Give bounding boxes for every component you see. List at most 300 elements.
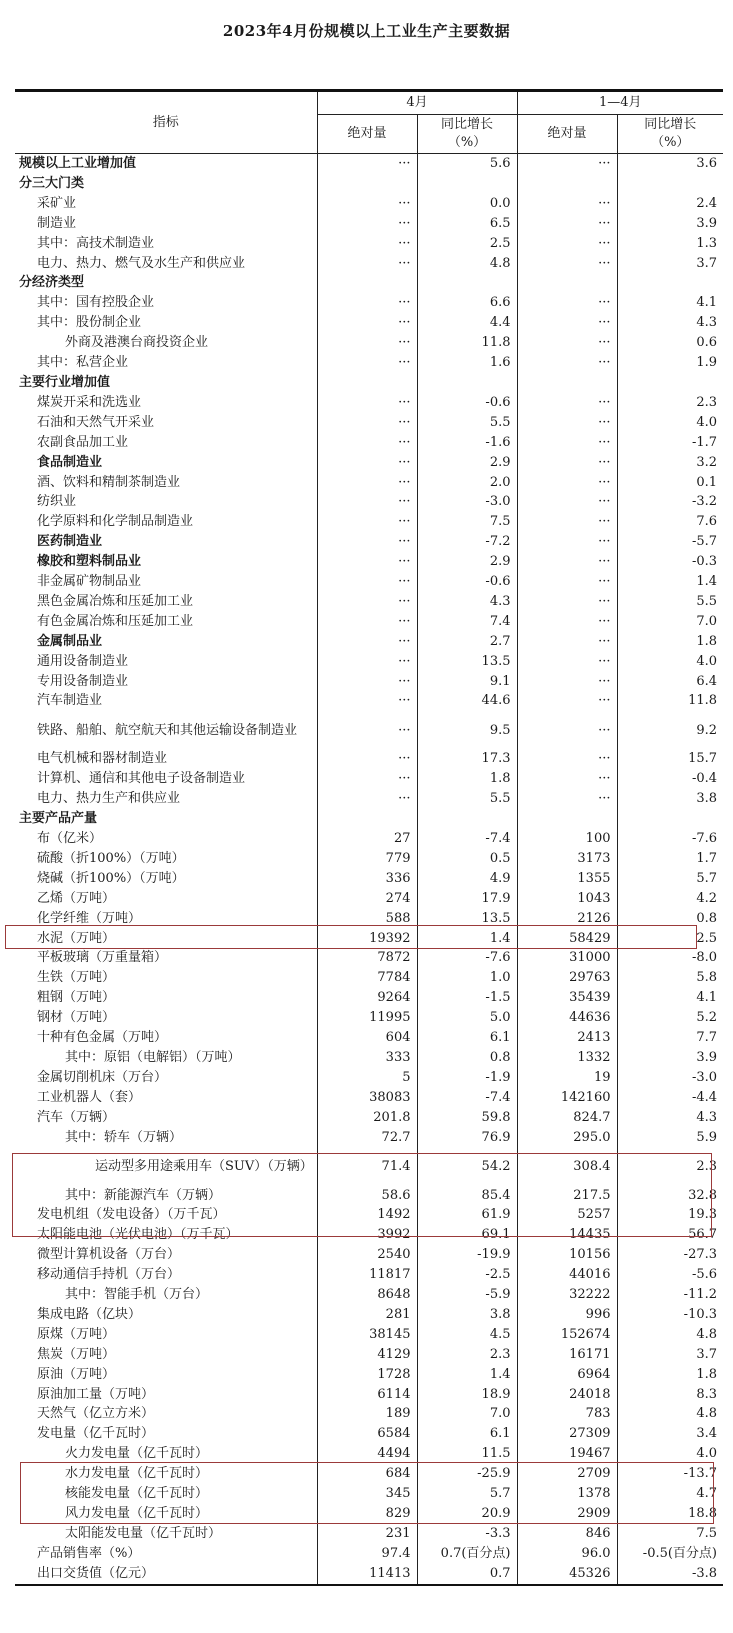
indicator-cell: 汽车（万辆） [37, 1109, 116, 1125]
april-growth-cell: 4.9 [417, 869, 517, 889]
jan-apr-growth-cell: 5.7 [617, 869, 723, 889]
indicator-cell: 主要行业增加值 [19, 374, 111, 390]
april-growth-cell: -1.5 [417, 988, 517, 1008]
indicator-cell: 电力、热力、燃气及水生产和供应业 [37, 255, 246, 271]
april-growth-cell: -1.9 [417, 1068, 517, 1088]
indicator-cell: 微型计算机设备（万台） [37, 1247, 181, 1263]
jan-apr-growth-cell: -5.7 [617, 532, 723, 552]
indicator-cell: 计算机、通信和其他电子设备制造业 [37, 771, 246, 787]
jan-apr-absolute-cell: 2126 [517, 909, 617, 929]
april-absolute-cell: 72.7 [317, 1128, 417, 1148]
april-growth-cell: -5.9 [417, 1285, 517, 1305]
indicator-cell: 电气机械和器材制造业 [37, 751, 168, 767]
jan-apr-absolute-cell: 217.5 [517, 1186, 617, 1206]
april-absolute-cell: ··· [317, 789, 417, 809]
jan-apr-growth-cell: 4.3 [617, 1108, 723, 1128]
jan-apr-growth-cell: 1.3 [617, 234, 723, 254]
table-row [15, 691, 723, 711]
table-row [15, 789, 723, 809]
april-growth-cell: 13.5 [417, 652, 517, 672]
april-growth-cell: 7.4 [417, 612, 517, 632]
table-row [15, 293, 723, 313]
april-growth-cell: -3.3 [417, 1524, 517, 1544]
table-row [15, 313, 723, 333]
april-absolute-cell: 11995 [317, 1008, 417, 1028]
indicator-cell: 硫酸（折100%）（万吨） [37, 850, 185, 866]
april-absolute-cell: 8648 [317, 1285, 417, 1305]
april-growth-cell: 1.6 [417, 353, 517, 373]
april-absolute-cell: ··· [317, 433, 417, 453]
jan-apr-growth-cell: 7.0 [617, 612, 723, 632]
jan-apr-absolute-cell: 996 [517, 1305, 617, 1325]
jan-apr-growth-cell: 5.9 [617, 1128, 723, 1148]
april-growth-cell: 0.5 [417, 849, 517, 869]
april-growth-cell: 1.8 [417, 769, 517, 789]
april-absolute-cell: ··· [317, 572, 417, 592]
jan-apr-absolute-cell: 152674 [517, 1325, 617, 1345]
jan-apr-growth-cell: 5.5 [617, 592, 723, 612]
indicator-cell: 太阳能电池（光伏电池）（万千瓦） [37, 1227, 239, 1243]
april-growth-cell: -25.9 [417, 1464, 517, 1484]
april-absolute-cell: 27 [317, 829, 417, 849]
jan-apr-absolute-cell: ··· [517, 393, 617, 413]
indicator-cell: 其中：股份制企业 [37, 315, 142, 331]
jan-apr-absolute-cell: 2709 [517, 1464, 617, 1484]
jan-apr-group-header: 1—4月 [517, 91, 723, 115]
april-growth-cell: 6.1 [417, 1028, 517, 1048]
jan-apr-growth-cell: -0.4 [617, 769, 723, 789]
april-growth-cell: 54.2 [417, 1148, 517, 1186]
jan-apr-absolute-cell: ··· [517, 492, 617, 512]
jan-apr-growth-cell: 7.5 [617, 1524, 723, 1544]
april-absolute-cell: ··· [317, 154, 417, 174]
jan-apr-absolute-cell: ··· [517, 254, 617, 274]
table-row [15, 968, 723, 988]
jan-apr-growth-cell: -5.6 [617, 1265, 723, 1285]
april-growth-cell: 85.4 [417, 1186, 517, 1206]
jan-apr-absolute-cell [517, 373, 617, 393]
april-absolute-cell: 71.4 [317, 1148, 417, 1186]
table-row [15, 1504, 723, 1524]
table-row [15, 393, 723, 413]
april-absolute-cell: ··· [317, 353, 417, 373]
jan-apr-growth-cell: 4.3 [617, 313, 723, 333]
april-growth-cell: 0.8 [417, 1048, 517, 1068]
april-growth-cell: 6.1 [417, 1424, 517, 1444]
jan-apr-growth-cell: 6.4 [617, 672, 723, 692]
jan-apr-growth-header: 同比增长 （%） [617, 115, 723, 154]
jan-apr-growth-cell: -27.3 [617, 1245, 723, 1265]
indicator-cell: 医药制造业 [37, 534, 103, 550]
indicator-cell: 水泥（万吨） [37, 930, 116, 946]
jan-apr-absolute-cell: 19467 [517, 1444, 617, 1464]
april-growth-cell [417, 373, 517, 393]
indicator-cell: 平板玻璃（万重量箱） [37, 950, 168, 966]
jan-apr-absolute-cell: 1043 [517, 889, 617, 909]
april-absolute-cell: ··· [317, 234, 417, 254]
april-growth-cell: 2.9 [417, 552, 517, 572]
indicator-cell: 电力、热力生产和供应业 [37, 791, 181, 807]
april-growth-cell: -1.6 [417, 433, 517, 453]
april-absolute-cell: ··· [317, 512, 417, 532]
jan-apr-growth-cell: -3.2 [617, 492, 723, 512]
jan-apr-absolute-cell: ··· [517, 313, 617, 333]
jan-apr-growth-cell: 3.6 [617, 154, 723, 174]
jan-apr-growth-cell: 1.9 [617, 353, 723, 373]
april-growth-cell: 0.7 [417, 1564, 517, 1585]
table-row [15, 809, 723, 829]
april-growth-cell: 0.0 [417, 194, 517, 214]
indicator-cell: 其中：高技术制造业 [37, 235, 155, 251]
jan-apr-absolute-cell: ··· [517, 711, 617, 749]
table-row [15, 214, 723, 234]
table-row [15, 1345, 723, 1365]
april-absolute-cell: ··· [317, 254, 417, 274]
jan-apr-absolute-cell: 31000 [517, 948, 617, 968]
table-row [15, 453, 723, 473]
april-absolute-cell: 684 [317, 1464, 417, 1484]
jan-apr-absolute-cell: 2413 [517, 1028, 617, 1048]
indicator-cell: 工业机器人（套） [37, 1089, 142, 1105]
indicator-cell: 发电机组（发电设备）（万千瓦） [37, 1207, 226, 1223]
jan-apr-absolute-cell: ··· [517, 672, 617, 692]
indicator-cell: 食品制造业 [37, 454, 103, 470]
april-absolute-cell: 201.8 [317, 1108, 417, 1128]
indicator-cell: 汽车制造业 [37, 693, 103, 709]
indicator-cell: 集成电路（亿块） [37, 1306, 142, 1322]
april-absolute-cell: 6584 [317, 1424, 417, 1444]
table-row [15, 988, 723, 1008]
april-absolute-cell: ··· [317, 612, 417, 632]
indicator-cell: 钢材（万吨） [37, 1010, 116, 1026]
april-growth-cell: 2.7 [417, 632, 517, 652]
jan-apr-growth-cell: 0.8 [617, 909, 723, 929]
indicator-cell: 其中：新能源汽车（万辆） [65, 1187, 222, 1203]
table-row [15, 1108, 723, 1128]
data-table [15, 89, 723, 1586]
indicator-cell: 太阳能发电量（亿千瓦时） [65, 1525, 222, 1541]
april-absolute-cell: ··· [317, 632, 417, 652]
table-row [15, 592, 723, 612]
table-row [15, 1444, 723, 1464]
jan-apr-absolute-cell: 100 [517, 829, 617, 849]
table-row [15, 234, 723, 254]
table-row [15, 174, 723, 194]
april-absolute-cell: 1728 [317, 1365, 417, 1385]
table-row [15, 532, 723, 552]
table-row [15, 1225, 723, 1245]
jan-apr-absolute-cell: ··· [517, 214, 617, 234]
jan-apr-absolute-cell: ··· [517, 652, 617, 672]
indicator-cell: 金属制品业 [37, 633, 103, 649]
jan-apr-growth-cell: 2.3 [617, 393, 723, 413]
indicator-cell: 铁路、船舶、航空航天和其他运输设备制造业 [37, 722, 298, 738]
jan-apr-absolute-cell: ··· [517, 552, 617, 572]
april-absolute-cell: ··· [317, 711, 417, 749]
april-growth-cell: 6.5 [417, 214, 517, 234]
april-growth-cell: 7.5 [417, 512, 517, 532]
page-title: 2023年4月份规模以上工业生产主要数据 [222, 22, 511, 40]
jan-apr-growth-cell: 7.6 [617, 512, 723, 532]
april-growth-cell: 7.0 [417, 1404, 517, 1424]
april-absolute-cell: ··· [317, 592, 417, 612]
table-row [15, 1365, 723, 1385]
jan-apr-growth-cell: 9.2 [617, 711, 723, 749]
jan-apr-growth-cell: 5.8 [617, 968, 723, 988]
jan-apr-growth-cell [617, 174, 723, 194]
table-row [15, 1305, 723, 1325]
jan-apr-growth-cell: 11.8 [617, 691, 723, 711]
jan-apr-growth-cell: 0.1 [617, 473, 723, 493]
indicator-cell: 规模以上工业增加值 [19, 156, 137, 171]
jan-apr-absolute-cell: 783 [517, 1404, 617, 1424]
table-row [15, 612, 723, 632]
table-row [15, 1484, 723, 1504]
indicator-cell: 粗钢（万吨） [37, 990, 116, 1006]
april-growth-cell: 17.9 [417, 889, 517, 909]
jan-apr-growth-cell: 1.8 [617, 632, 723, 652]
jan-apr-absolute-header: 绝对量 [517, 115, 617, 154]
indicator-cell: 分经济类型 [19, 275, 85, 291]
table-row [15, 632, 723, 652]
april-growth-cell: 13.5 [417, 909, 517, 929]
april-growth-cell: 69.1 [417, 1225, 517, 1245]
indicator-cell: 移动通信手持机（万台） [37, 1267, 181, 1283]
april-absolute-cell: 7872 [317, 948, 417, 968]
april-absolute-cell: 3992 [317, 1225, 417, 1245]
jan-apr-growth-cell: 18.8 [617, 1504, 723, 1524]
table-row [15, 1404, 723, 1424]
table-row [15, 1205, 723, 1225]
indicator-cell: 专用设备制造业 [37, 673, 129, 689]
indicator-cell: 煤炭开采和洗选业 [37, 394, 142, 410]
table-row [15, 512, 723, 532]
table-row [15, 711, 723, 749]
april-absolute-header: 绝对量 [317, 115, 417, 154]
april-growth-cell: 61.9 [417, 1205, 517, 1225]
april-absolute-cell: ··· [317, 552, 417, 572]
april-growth-cell: -7.2 [417, 532, 517, 552]
indicator-header: 指标 [15, 91, 317, 154]
jan-apr-growth-cell: 4.0 [617, 413, 723, 433]
jan-apr-absolute-cell: ··· [517, 453, 617, 473]
jan-apr-absolute-cell: 1332 [517, 1048, 617, 1068]
april-absolute-cell: ··· [317, 293, 417, 313]
april-absolute-cell: ··· [317, 194, 417, 214]
indicator-cell: 外商及港澳台商投资企业 [65, 335, 209, 351]
april-absolute-cell: 19392 [317, 929, 417, 949]
jan-apr-absolute-cell: 29763 [517, 968, 617, 988]
april-growth-cell [417, 174, 517, 194]
jan-apr-absolute-cell: ··· [517, 769, 617, 789]
jan-apr-absolute-cell: 6964 [517, 1365, 617, 1385]
indicator-cell: 化学原料和化学制品制造业 [37, 514, 194, 530]
april-absolute-cell [317, 273, 417, 293]
jan-apr-absolute-cell: 32222 [517, 1285, 617, 1305]
indicator-cell: 乙烯（万吨） [37, 890, 116, 906]
indicator-cell: 生铁（万吨） [37, 970, 116, 986]
jan-apr-absolute-cell: 44636 [517, 1008, 617, 1028]
table-row [15, 652, 723, 672]
table-row [15, 353, 723, 373]
indicator-cell: 风力发电量（亿千瓦时） [65, 1506, 209, 1521]
jan-apr-growth-cell: 4.8 [617, 1404, 723, 1424]
april-absolute-cell: ··· [317, 492, 417, 512]
jan-apr-absolute-cell: ··· [517, 433, 617, 453]
april-absolute-cell: 231 [317, 1524, 417, 1544]
indicator-cell: 焦炭（万吨） [37, 1346, 116, 1362]
table-row [15, 1048, 723, 1068]
jan-apr-absolute-cell: 1355 [517, 869, 617, 889]
april-growth-cell: 1.4 [417, 1365, 517, 1385]
april-growth-cell: 5.0 [417, 1008, 517, 1028]
april-growth-cell: 3.8 [417, 1305, 517, 1325]
jan-apr-absolute-cell: ··· [517, 512, 617, 532]
april-absolute-cell: ··· [317, 652, 417, 672]
indicator-cell: 制造业 [37, 215, 77, 231]
jan-apr-growth-cell: -3.0 [617, 1068, 723, 1088]
april-growth-cell: -0.6 [417, 393, 517, 413]
indicator-cell: 农副食品加工业 [37, 434, 129, 450]
april-absolute-cell [317, 373, 417, 393]
april-absolute-cell: 1492 [317, 1205, 417, 1225]
april-growth-cell: -19.9 [417, 1245, 517, 1265]
jan-apr-absolute-cell: ··· [517, 293, 617, 313]
jan-apr-absolute-cell: 846 [517, 1524, 617, 1544]
april-growth-cell: 5.7 [417, 1484, 517, 1504]
jan-apr-growth-cell: -0.3 [617, 552, 723, 572]
jan-apr-absolute-cell: 824.7 [517, 1108, 617, 1128]
jan-apr-growth-cell: 4.1 [617, 293, 723, 313]
table-row [15, 273, 723, 293]
table-row [15, 1424, 723, 1444]
indicator-cell: 其中：私营企业 [37, 355, 129, 371]
jan-apr-absolute-cell: 142160 [517, 1088, 617, 1108]
jan-apr-absolute-cell: ··· [517, 413, 617, 433]
jan-apr-absolute-cell: 2909 [517, 1504, 617, 1524]
jan-apr-growth-cell: 1.4 [617, 572, 723, 592]
april-growth-cell: 5.5 [417, 413, 517, 433]
table-row [15, 1028, 723, 1048]
april-absolute-cell: ··· [317, 214, 417, 234]
april-absolute-cell: 345 [317, 1484, 417, 1504]
jan-apr-absolute-cell [517, 809, 617, 829]
april-growth-cell: 2.3 [417, 1345, 517, 1365]
jan-apr-growth-cell: -10.3 [617, 1305, 723, 1325]
table-row [15, 1008, 723, 1028]
table-row [15, 889, 723, 909]
jan-apr-growth-cell: 4.0 [617, 1444, 723, 1464]
jan-apr-growth-cell: 4.0 [617, 652, 723, 672]
table-row [15, 1128, 723, 1148]
indicator-cell: 火力发电量（亿千瓦时） [65, 1446, 209, 1462]
april-growth-cell: 9.5 [417, 711, 517, 749]
jan-apr-growth-cell: -0.5(百分点) [617, 1544, 723, 1564]
april-growth-cell: 20.9 [417, 1504, 517, 1524]
jan-apr-growth-cell: 4.7 [617, 1484, 723, 1504]
april-growth-cell: -0.6 [417, 572, 517, 592]
indicator-cell: 分三大门类 [19, 175, 85, 191]
april-growth-cell: 18.9 [417, 1385, 517, 1405]
indicator-cell: 橡胶和塑料制品业 [37, 554, 142, 570]
jan-apr-growth-cell: 3.9 [617, 214, 723, 234]
april-absolute-cell: ··· [317, 691, 417, 711]
april-absolute-cell: 4494 [317, 1444, 417, 1464]
indicator-cell: 金属切削机床（万台） [37, 1069, 168, 1085]
table-row [15, 1186, 723, 1206]
april-absolute-cell: ··· [317, 532, 417, 552]
jan-apr-absolute-cell: 1378 [517, 1484, 617, 1504]
jan-apr-growth-cell: 2.4 [617, 194, 723, 214]
table-row [15, 909, 723, 929]
april-absolute-cell: 5 [317, 1068, 417, 1088]
jan-apr-growth-cell [617, 373, 723, 393]
jan-apr-growth-cell: -11.2 [617, 1285, 723, 1305]
april-absolute-cell: 58.6 [317, 1186, 417, 1206]
april-growth-cell: 17.3 [417, 749, 517, 769]
april-absolute-cell: 9264 [317, 988, 417, 1008]
jan-apr-absolute-cell: 5257 [517, 1205, 617, 1225]
indicator-cell: 主要产品产量 [19, 811, 98, 827]
table-row [15, 154, 723, 174]
april-growth-cell: -7.4 [417, 829, 517, 849]
jan-apr-growth-cell [617, 809, 723, 829]
april-growth-cell: 5.6 [417, 154, 517, 174]
indicator-cell: 通用设备制造业 [37, 653, 129, 669]
indicator-cell: 酒、饮料和精制茶制造业 [37, 474, 181, 490]
indicator-cell: 布（亿米） [37, 831, 103, 846]
jan-apr-absolute-cell: 19 [517, 1068, 617, 1088]
april-growth-cell: 4.8 [417, 254, 517, 274]
indicator-cell: 原油加工量（万吨） [37, 1386, 155, 1402]
april-absolute-cell: 588 [317, 909, 417, 929]
april-absolute-cell: 274 [317, 889, 417, 909]
jan-apr-absolute-cell: 45326 [517, 1564, 617, 1585]
jan-apr-growth-cell: 3.9 [617, 1048, 723, 1068]
table-row [15, 1245, 723, 1265]
jan-apr-absolute-cell [517, 273, 617, 293]
jan-apr-growth-cell: -7.6 [617, 829, 723, 849]
april-absolute-cell: ··· [317, 333, 417, 353]
jan-apr-absolute-cell [517, 174, 617, 194]
table-row [15, 1285, 723, 1305]
indicator-cell: 原煤（万吨） [37, 1326, 116, 1342]
april-absolute-cell: 97.4 [317, 1544, 417, 1564]
jan-apr-growth-cell: 3.4 [617, 1424, 723, 1444]
jan-apr-absolute-cell: 24018 [517, 1385, 617, 1405]
table-row [15, 672, 723, 692]
april-growth-cell: 59.8 [417, 1108, 517, 1128]
jan-apr-growth-cell: 15.7 [617, 749, 723, 769]
april-growth-cell: -7.4 [417, 1088, 517, 1108]
april-absolute-cell: ··· [317, 313, 417, 333]
jan-apr-growth-cell: 2.3 [617, 1148, 723, 1186]
jan-apr-growth-cell: 4.2 [617, 889, 723, 909]
table-row [15, 552, 723, 572]
table-row [15, 1068, 723, 1088]
table-row [15, 1325, 723, 1345]
table-row [15, 829, 723, 849]
jan-apr-growth-cell: -8.0 [617, 948, 723, 968]
jan-apr-growth-cell: 4.8 [617, 1325, 723, 1345]
april-absolute-cell [317, 174, 417, 194]
jan-apr-growth-cell: -13.7 [617, 1464, 723, 1484]
table-row [15, 849, 723, 869]
jan-apr-growth-cell [617, 273, 723, 293]
jan-apr-absolute-cell: ··· [517, 234, 617, 254]
april-growth-cell: 6.6 [417, 293, 517, 313]
indicator-cell: 水力发电量（亿千瓦时） [65, 1466, 209, 1482]
